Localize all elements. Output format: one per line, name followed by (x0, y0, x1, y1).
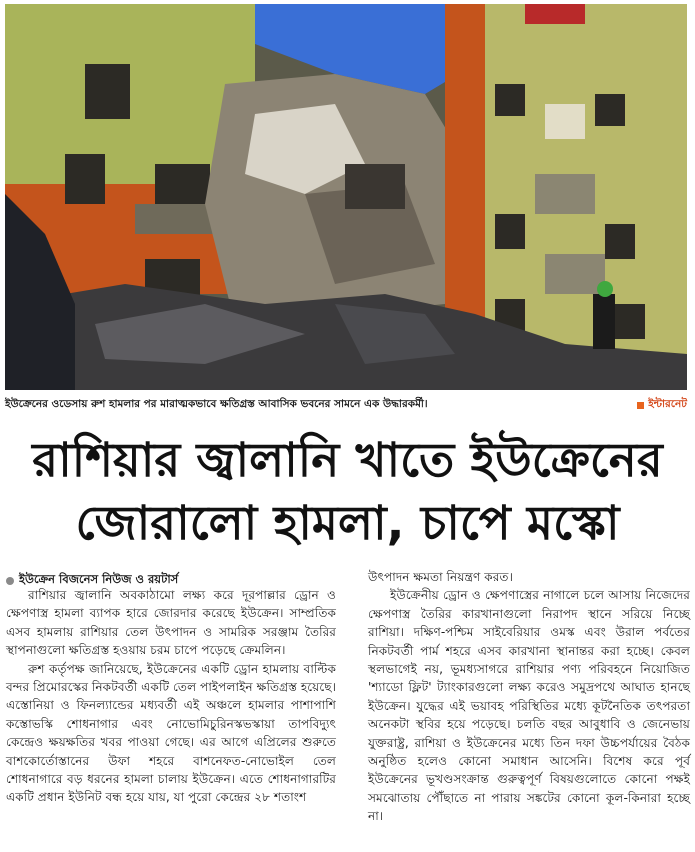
photo-caption: ইউক্রেনের ওডেসায় রুশ হামলার পর মারাত্মকভাবে ক্ষতিগ্রস্ত আবাসিক ভবনের সামনে এক উদ্ধারকর্মী। (5, 397, 428, 410)
headline-line-2: জোরালো হামলা, চাপে মস্কো (75, 496, 620, 551)
headline-line-1: রাশিয়ার জ্বালানি খাতে ইউক্রেনের (32, 433, 663, 488)
byline-text: ইউক্রেন বিজনেস নিউজ ও রয়টার্স (19, 572, 179, 586)
article-column-1 (6, 586, 336, 807)
paragraph-continuation: উৎপাদন ক্ষমতা নিয়ন্ত্রণ করত। (368, 570, 513, 584)
headline (0, 430, 695, 556)
paragraph: রাশিয়ার জ্বালানি অবকাঠামো লক্ষ্য করে দূরপাল্লার ড্রোন ও ক্ষেপণাস্ত্র হামলা ব্যাপক হারে জোরদার করেছে ইউক্রেন। সাম্প্রতিক এসব হামলায় রাশিয়ার তেল উৎপাদন ও সামরিক সরঞ্জাম তৈরির স্থাপনাগুলো ক্ষতিগ্রস্ত হওয়ায় চরম চাপে পড়েছে ক্রেমলিন। (6, 588, 336, 658)
damaged-building-image (5, 4, 687, 390)
paragraph: রুশ কর্তৃপক্ষ জানিয়েছে, ইউক্রেনের একটি ড্রোন হামলায় বাল্টিক বন্দর প্রিমোরস্কের নিকটবর্তী একটি তেল পাইপলাইন ক্ষতিগ্রস্ত হয়েছে। এস্তোনিয়া ও ফিনল্যান্ডের মধ্যবর্তী এই অঞ্চলে হামলার পাশাপাশি কস্তোভস্কি শোধনাগার এবং নোভোমিচুরিনস্কভস্কায়া তাপবিদ্যুৎ কেন্দ্রেও ক্ষয়ক্ষতির খবর পাওয়া গেছে। এর আগে এপ্রিলের শুরুতে বাশকোর্তোস্তানের উফা শহরে বাশনেফত-নোভোইল তেল শোধনাগারে বড় ধরনের হামলা চালায় ইউক্রেন। এতে শোধনাগারটির একটি প্রধান ইউনিট বন্ধ হয়ে যায়, যা পুরো কেন্দ্রের ২৮ শতাংশ (6, 661, 336, 805)
article-column-2 (368, 568, 690, 826)
news-photo (5, 4, 687, 390)
photo-caption-row (5, 396, 687, 414)
photo-credit-text: ইন্টারনেট (648, 397, 687, 410)
photo-credit (637, 397, 687, 414)
bullet-icon (6, 577, 14, 585)
credit-square-icon (637, 402, 644, 409)
paragraph: ইউক্রেনীয় ড্রোন ও ক্ষেপণাস্ত্রের নাগালে চলে আসায় নিজেদের ক্ষেপণাস্ত্র তৈরির কারখানাগুলো নিরাপদ স্থানে সরিয়ে নিচ্ছে রাশিয়া। দক্ষিণ-পশ্চিম সাইবেরিয়ার ওমস্ক এবং উরাল পর্বতের নিকটবর্তী পার্ম শহরে এসব কারখানা স্থানান্তর করা হচ্ছে। কেবল স্থলভাগেই নয়, ভূমধ্যসাগরে রাশিয়ার পণ্য পরিবহনে নিয়োজিত 'শ্যাডো ফ্লিট' ট্যাংকারগুলো লক্ষ্য করেও সমুদ্রপথে আঘাত হানছে ইউক্রেন। যুদ্ধের এই ভয়াবহ পরিস্থিতির মধ্যে কূটনৈতিক তৎপরতা অনেকটা স্থবির হয়ে পড়েছে। চলতি বছর আবুধাবি ও জেনেভায় যুক্তরাষ্ট্র, রাশিয়া ও ইউক্রেনের মধ্যে তিন দফা উচ্চপর্যায়ের বৈঠক অনুষ্ঠিত হলেও কোনো সমাধান আসেনি। বিশেষ করে পূর্ব ইউক্রেনের ভূখণ্ডসংক্রান্ত গুরুত্বপূর্ণ বিষয়গুলোতে কোনো পক্ষই সমঝোতায় পৌঁছাতে না পারায় সঙ্কটের কোনো কূল-কিনারা হচ্ছে না। (368, 588, 690, 824)
